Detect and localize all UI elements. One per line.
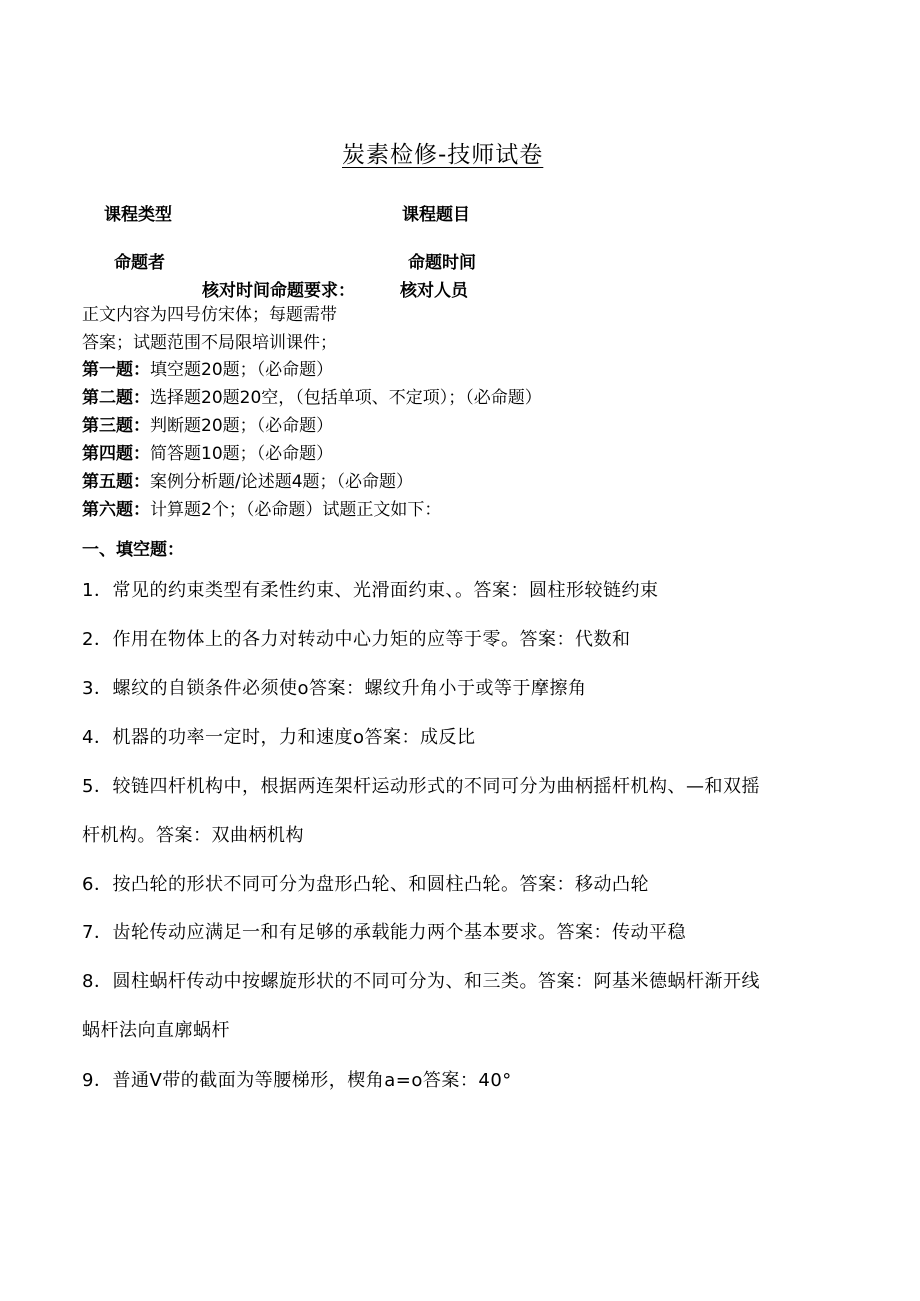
requirement-item-text: 简答题10题；（必命题）	[150, 444, 334, 464]
requirement-item-text: 计算题2个；（必命题）试题正文如下：	[150, 500, 442, 520]
question-line: 3．螺纹的自锁条件必须使o答案：螺纹升角小于或等于摩擦角	[82, 678, 587, 699]
requirement-item	[82, 439, 333, 464]
requirement-item-label: 第三题：	[82, 416, 150, 436]
question-line: 6．按凸轮的形状不同可分为盘形凸轮、和圆柱凸轮。答案：移动凸轮	[82, 874, 649, 895]
requirement-item-text: 案例分析题/论述题4题；（必命题）	[150, 472, 414, 492]
requirement-item	[82, 411, 333, 436]
question-line: 5．较链四杆机构中，根据两连架杆运动形式的不同可分为曲柄摇杆机构、—和双摇	[82, 776, 760, 797]
requirement-item-label: 第四题：	[82, 444, 150, 464]
course-type-label: 课程类型	[104, 205, 172, 225]
requirement-item-text: 选择题20题20空，（包括单项、不定项）；（必命题）	[150, 388, 542, 408]
requirement-item-text: 填空题20题；（必命题）	[150, 360, 334, 380]
question-line: 8．圆柱蜗杆传动中按螺旋形状的不同可分为、和三类。答案：阿基米德蜗杆渐开线	[82, 971, 760, 992]
requirement-item-label: 第二题：	[82, 388, 150, 408]
course-topic-label: 课程题目	[402, 205, 470, 225]
requirement-line: 答案；试题范围不局限培训课件；	[82, 333, 337, 353]
question-line: 4．机器的功率一定时，力和速度o答案：成反比	[82, 727, 476, 748]
question-line: 7．齿轮传动应满足一和有足够的承载能力两个基本要求。答案：传动平稳	[82, 922, 686, 943]
requirement-item-text: 判断题20题；（必命题）	[150, 416, 334, 436]
requirement-item	[82, 495, 441, 520]
section-heading: 一、填空题：	[82, 540, 184, 560]
author-time-label: 命题时间	[408, 253, 476, 273]
requirement-item-label: 第一题：	[82, 360, 150, 380]
requirement-item-label: 第五题：	[82, 472, 150, 492]
question-line: 2．作用在物体上的各力对转动中心力矩的应等于零。答案：代数和	[82, 629, 631, 650]
question-line: 杆机构。答案：双曲柄机构	[82, 825, 304, 846]
requirement-item	[82, 467, 413, 492]
document-title: 炭素检修-技师试卷	[342, 142, 544, 168]
requirement-item	[82, 383, 542, 408]
check-requirements-label: 核对时间命题要求：	[202, 281, 355, 301]
author-label: 命题者	[114, 253, 165, 273]
question-line: 9．普通V带的截面为等腰梯形，楔角a=o答案：40°	[82, 1070, 512, 1091]
requirement-item	[82, 355, 333, 380]
question-line: 蜗杆法向直廓蜗杆	[82, 1020, 230, 1041]
checker-label: 核对人员	[400, 281, 468, 301]
requirement-line: 正文内容为四号仿宋体；每题需带	[82, 305, 337, 325]
question-line: 1．常见的约束类型有柔性约束、光滑面约束、。答案：圆柱形较链约束	[82, 580, 659, 601]
requirement-item-label: 第六题：	[82, 500, 150, 520]
